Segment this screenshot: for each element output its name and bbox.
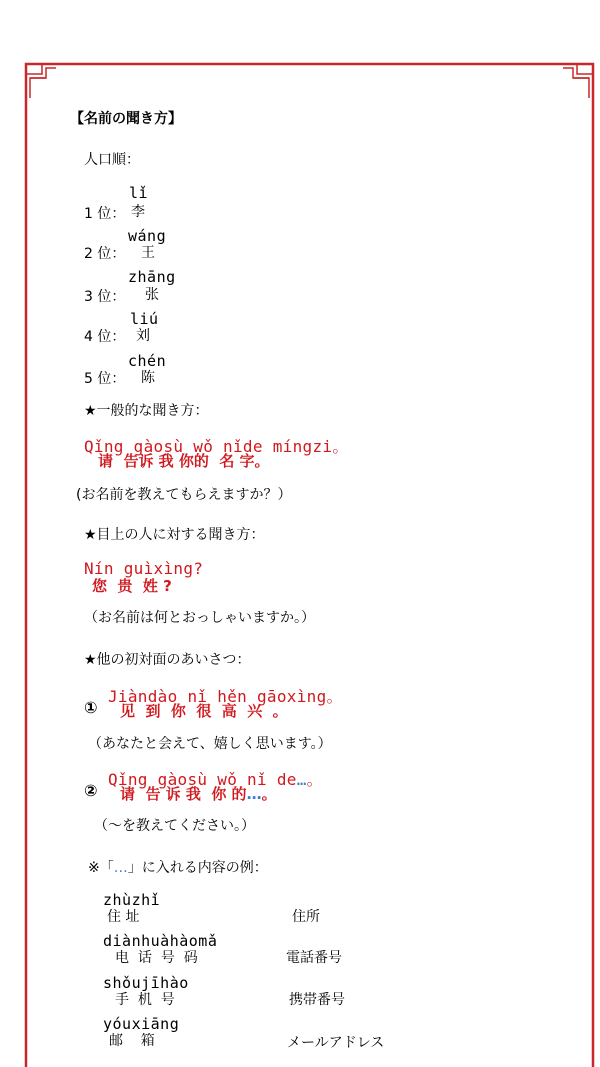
example-hanzi: 电 话 号 码	[115, 950, 198, 966]
greeting-hanzi	[120, 783, 277, 804]
examples-heading-post: 」に入れる内容の例：	[127, 860, 268, 876]
greeting-hanzi-blank: …	[246, 785, 262, 803]
ranking-hanzi: 王	[141, 245, 155, 261]
ranking-pinyin: zhāng	[128, 268, 176, 286]
examples-heading-pre: ※「	[88, 860, 114, 876]
examples-heading	[88, 857, 268, 877]
example-pinyin: diànhuàhàomǎ	[103, 932, 218, 950]
greeting-number: ②	[84, 781, 98, 800]
example-meaning: 住所	[292, 909, 320, 925]
ranking-label: 1 位：	[84, 206, 126, 222]
example-meaning: 携帯番号	[289, 992, 345, 1008]
greeting-pinyin-blank: …	[296, 770, 307, 789]
page-title: 【名前の聞き方】	[70, 111, 182, 127]
greeting-heading: ★他の初対面のあいさつ：	[84, 652, 251, 668]
ranking-pinyin: lǐ	[129, 184, 149, 202]
polite-pinyin: Nín guìxìng?	[84, 559, 204, 578]
greeting-translation: （～を教えてください。）	[94, 818, 255, 834]
ranking-pinyin: chén	[128, 352, 167, 370]
example-hanzi: 邮 箱	[109, 1033, 155, 1049]
ranking-label: 4 位：	[84, 329, 126, 345]
greeting-translation: （あなたと会えて、嬉しく思います。）	[88, 736, 332, 752]
general-hanzi: 请 告诉 我 你的 名 字。	[98, 452, 270, 470]
greeting-hanzi-end: 。	[261, 785, 277, 803]
ranking-heading: 人口順：	[84, 152, 140, 168]
polite-hanzi: 您 贵 姓 ?	[92, 577, 172, 595]
greeting-hanzi-main: 请 告 诉 我 你 的	[120, 785, 247, 803]
greeting-pinyin-main: Qǐng gàosù wǒ nǐ de	[108, 770, 297, 789]
ranking-label: 2 位：	[84, 246, 126, 262]
ranking-label: 5 位：	[84, 371, 126, 387]
polite-translation: （お名前は何とおっしゃいますか。）	[84, 610, 315, 626]
greeting-pinyin: Jiàndào nǐ hěn gāoxìng。	[108, 687, 343, 706]
example-pinyin: yóuxiāng	[103, 1015, 180, 1033]
ranking-pinyin: liú	[130, 310, 159, 328]
ranking-pinyin: wáng	[128, 227, 167, 245]
example-meaning: メールアドレス	[287, 1035, 385, 1051]
polite-heading: ★目上の人に対する聞き方：	[84, 527, 265, 543]
greeting-number: ①	[84, 698, 98, 717]
general-translation: (お名前を教えてもらえますか？）	[76, 487, 292, 503]
example-hanzi: 手 机 号	[115, 992, 175, 1008]
ranking-label: 3 位：	[84, 289, 126, 305]
example-hanzi: 住 址	[107, 909, 140, 925]
general-pinyin: Qǐng gàosù wǒ nǐde míngzi。	[84, 437, 349, 456]
example-meaning: 電話番号	[286, 950, 342, 966]
greeting-pinyin-end: 。	[306, 770, 323, 789]
ranking-hanzi: 李	[131, 204, 145, 220]
examples-heading-blank: …	[113, 860, 128, 876]
ranking-hanzi: 张	[145, 287, 159, 303]
ranking-hanzi: 陈	[141, 370, 155, 386]
ranking-hanzi: 刘	[136, 328, 150, 344]
greeting-hanzi: 见 到 你 很 高 兴 。	[120, 702, 288, 720]
general-heading: ★一般的な聞き方：	[84, 403, 209, 419]
example-pinyin: shǒujīhào	[103, 974, 189, 992]
example-pinyin: zhùzhǐ	[103, 891, 161, 909]
